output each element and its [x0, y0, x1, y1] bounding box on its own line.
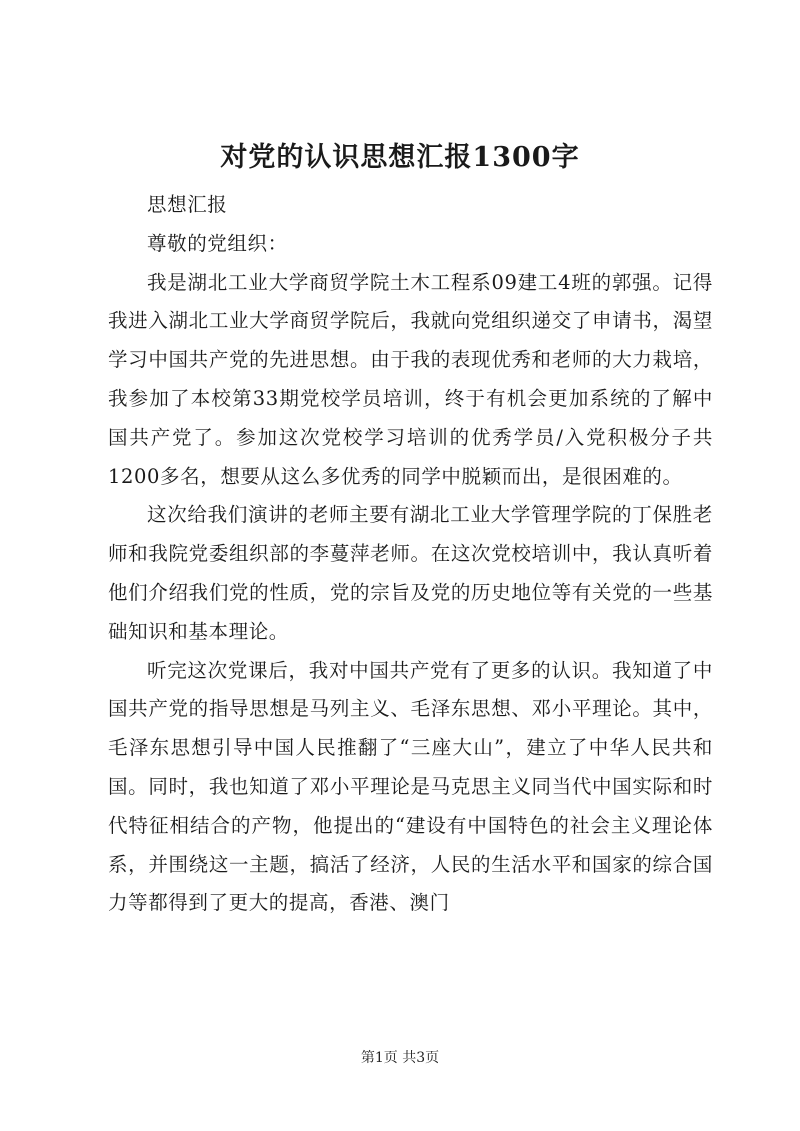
page-number: 第1页 共3页 [360, 1050, 440, 1066]
paragraph-teachers: 这次给我们演讲的老师主要有湖北工业大学管理学院的丁保胜老师和我院党委组织部的李蔓萍老师。在这次党校培训中，我认真听着他们介绍我们党的性质，党的宗旨及党的历史地位等有关党的一些基础知识和基本理论。 [108, 503, 713, 643]
document-title: 对党的认识思想汇报1300字 [220, 142, 580, 173]
document-body [108, 186, 713, 923]
salutation: 尊敬的党组织： [147, 231, 288, 255]
section-heading: 思想汇报 [147, 193, 228, 216]
paragraph-understanding: 听完这次党课后，我对中国共产党有了更多的认识。我知道了中国共产党的指导思想是马列主义、毛泽东思想、邓小平理论。其中，毛泽东思想引导中国人民推翻了“三座大山”，建立了中华人民共和国。同时，我也知道了邓小平理论是马克思主义同当代中国实际和时代特征相结合的产物，他提出的“建设有中国特色的社会主义理论体系，并围绕这一主题，搞活了经济，人民的生活水平和国家的综合国力等都得到了更大的提高，香港、澳门 [108, 658, 713, 915]
paragraph-introduction: 我是湖北工业大学商贸学院土木工程系09建工4班的郭强。记得我进入湖北工业大学商贸学院后，我就向党组织递交了申请书，渴望学习中国共产党的先进思想。由于我的表现优秀和老师的大力栽培，我参加了本校第33期党校学员培训，终于有机会更加系统的了解中国共产党了。参加这次党校学习培训的优秀学员/入党积极分子共1200多名，想要从这么多优秀的同学中脱颖而出，是很困难的。 [108, 270, 713, 488]
